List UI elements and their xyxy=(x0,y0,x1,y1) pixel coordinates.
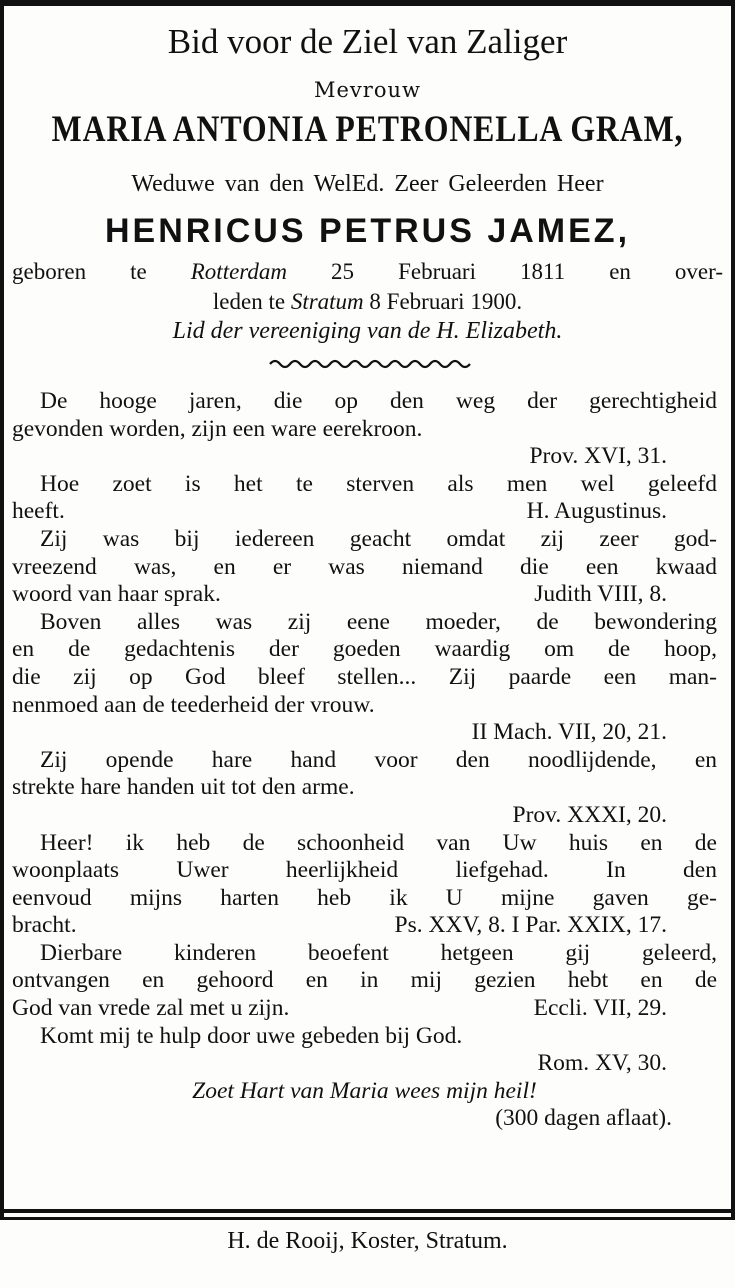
death-place: Stratum xyxy=(290,289,364,314)
text-line: ontvangen en gehoord en in mij gezien hebt en de xyxy=(12,967,717,994)
text-line: Zij was bij iedereen geacht omdat zij zeer god- xyxy=(40,525,717,552)
birth-death-text xyxy=(12,257,723,317)
text-ref-row xyxy=(12,498,717,526)
wave-ornament xyxy=(268,352,478,370)
text-line: strekte hare handen uit tot den arme. xyxy=(12,774,355,801)
text-ref-row xyxy=(12,995,717,1023)
text-line: Dierbare kinderen beoefent hetgeen gij geleerd, xyxy=(40,939,717,966)
reference: H. Augustinus. xyxy=(526,498,667,525)
reference: Eccli. VII, 29. xyxy=(533,995,667,1022)
deceased-name: MARIA ANTONIA PETRONELLA GRAM, xyxy=(51,109,684,150)
text-line: woonplaats Uwer heerlijkheid liefgehad. In den xyxy=(12,857,717,884)
text-line: De hooge jaren, die op den weg der gerechtigheid xyxy=(40,388,717,414)
closing-prayer: Zoet Hart van Maria wees mijn heil! xyxy=(192,1077,537,1104)
text-ref-row xyxy=(12,912,717,940)
text-line: eenvoud mijns harten heb ik U mijne gaven ge- xyxy=(12,884,717,911)
text-line: en de gedachtenis der goeden waardig om de hoop, xyxy=(12,636,717,663)
text-line: Komt mij te hulp door uwe gebeden bij God. xyxy=(40,1022,463,1049)
text-line: die zij op God bleef stellen... Zij paarde een man- xyxy=(12,663,717,690)
reference: Prov. XXXI, 20. xyxy=(512,801,667,828)
top-border xyxy=(0,0,735,6)
text-line: bracht. xyxy=(12,912,77,939)
membership-line: Lid der vereeniging van de H. Elizabeth. xyxy=(172,318,563,344)
salutation: Mevrouw xyxy=(314,78,421,102)
birth-line-1: geboren te Rotterdam 25 Februari 1811 en over- xyxy=(12,259,723,284)
scripture-text xyxy=(12,388,717,1133)
text-line: God van vrede zal met u zijn. xyxy=(12,995,290,1022)
text-line: heeft. xyxy=(12,498,65,525)
birth-place: Rotterdam xyxy=(190,259,287,284)
text-line: vreezend was, en er was niemand die een kwaad xyxy=(12,553,717,580)
husband-name: HENRICUS PETRUS JAMEZ, xyxy=(104,212,631,250)
indulgence-note: (300 dagen aflaat). xyxy=(495,1105,672,1132)
reference: Prov. XVI, 31. xyxy=(529,443,667,470)
reference: Judith VIII, 8. xyxy=(534,581,667,608)
text-line: Hoe zoet is het te sterven als men wel geleefd xyxy=(40,470,717,497)
reference: II Mach. VII, 20, 21. xyxy=(471,719,667,746)
text-line: gevonden worden, zijn een ware eerekroon. xyxy=(12,415,423,442)
card-title: Bid voor de Ziel van Zaliger xyxy=(167,22,568,61)
text-line: woord van haar sprak. xyxy=(12,581,221,608)
text-ref-row xyxy=(12,581,717,609)
text-line: nenmoed aan de teederheid der vrouw. xyxy=(12,691,375,718)
text-line: Heer! ik heb de schoonheid van Uw huis en de xyxy=(40,829,717,856)
printer-credit: H. de Rooij, Koster, Stratum. xyxy=(227,1228,508,1254)
text-line: Zij opende hare hand voor den noodlijdende, en xyxy=(40,746,717,773)
text-line: Boven alles was zij eene moeder, de bewondering xyxy=(40,608,717,635)
reference: Rom. XV, 30. xyxy=(537,1050,667,1077)
bottom-border-thin xyxy=(0,1217,735,1220)
bottom-border-thick xyxy=(0,1209,735,1213)
widow-of-line: Weduwe van den WelEd. Zeer Geleerden Heer xyxy=(131,171,604,197)
birth-line-2: leden te Stratum 8 Februari 1900. xyxy=(212,289,523,314)
reference: Ps. XXV, 8. I Par. XXIX, 17. xyxy=(394,912,667,939)
